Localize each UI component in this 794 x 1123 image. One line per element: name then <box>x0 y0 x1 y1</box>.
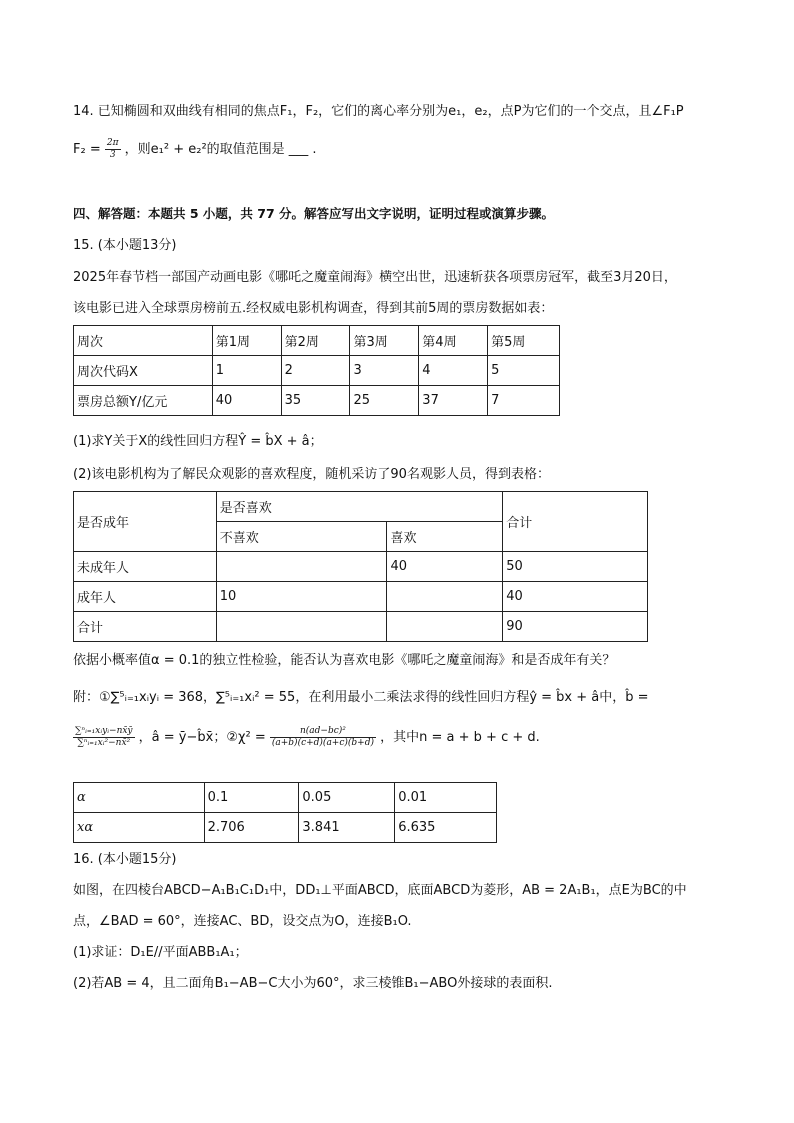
table-header: 是否喜欢 <box>216 492 502 522</box>
q14-frac-den: 3 <box>109 150 116 160</box>
table-cell: 0.05 <box>299 783 395 813</box>
b-hat-den: ∑ⁿᵢ₌₁xᵢ²−nx̄² <box>77 738 131 748</box>
q14-line2 <box>73 138 317 161</box>
table-cell: 3 <box>350 356 419 386</box>
q16-part-1: (1)求证：D₁E//平面ABB₁A₁； <box>73 945 248 960</box>
q14-frac-num: 2π <box>106 138 119 148</box>
q15-formulas <box>73 726 540 749</box>
q15-intro-2: 该电影已进入全球票房榜前五.经权威电影机构调查，得到其前5周的票房数据如表： <box>73 301 554 316</box>
table-cell: 第5周 <box>488 326 560 356</box>
chi-square-fraction <box>270 726 376 749</box>
a-hat-formula: ，â = ȳ−b̂x̄；②χ² = <box>138 730 266 745</box>
table-cell: 37 <box>419 386 488 416</box>
table-cell: 6.635 <box>395 813 497 843</box>
q14-line2-pre: F₂ = <box>73 142 101 157</box>
table-cell: 周次 <box>74 326 213 356</box>
table-header: 不喜欢 <box>216 522 387 552</box>
q15-heading: 15. (本小题13分) <box>73 238 177 253</box>
table-cell: 未成年人 <box>74 552 217 582</box>
table-cell: 25 <box>350 386 419 416</box>
table-cell: 周次代码X <box>74 356 213 386</box>
survey-table <box>73 491 648 642</box>
table-cell: α <box>74 783 205 813</box>
q14-line2-post: ，则e₁² + e₂²的取值范围是 ___ . <box>124 142 317 157</box>
table-cell <box>387 612 503 642</box>
table-cell: 票房总额Y/亿元 <box>74 386 213 416</box>
q16-part-2: (2)若AB = 4，且二面角B₁−AB−C大小为60°，求三棱锥B₁−ABO外接球的表面积. <box>73 976 553 991</box>
table-cell: 40 <box>387 552 503 582</box>
table-cell: 第3周 <box>350 326 419 356</box>
table-cell: 90 <box>503 612 648 642</box>
table-cell: 0.01 <box>395 783 497 813</box>
table-cell: 合计 <box>74 612 217 642</box>
q14-angle-fraction <box>105 138 121 161</box>
table-cell: 0.1 <box>204 783 299 813</box>
table-cell: 2 <box>281 356 350 386</box>
table-row <box>74 783 497 813</box>
b-hat-fraction <box>73 726 135 749</box>
table-cell: xα <box>74 813 205 843</box>
table-header: 是否成年 <box>74 492 217 552</box>
table-cell: 35 <box>281 386 350 416</box>
table-cell <box>216 552 387 582</box>
table-cell: 7 <box>488 386 560 416</box>
n-definition: ，其中n = a + b + c + d. <box>380 730 540 745</box>
table-cell: 2.706 <box>204 813 299 843</box>
b-hat-num: ∑ⁿᵢ₌₁xᵢyᵢ−nx̄ȳ <box>75 726 133 736</box>
q14-line1: 14. 已知椭圆和双曲线有相同的焦点F₁，F₂，它们的离心率分别为e₁，e₂，点P为它们的一个交点，且∠F₁P <box>73 104 684 119</box>
table-cell: 第1周 <box>212 326 281 356</box>
critical-value-table <box>73 782 497 843</box>
table-row <box>74 612 648 642</box>
q15-intro-1: 2025年春节档一部国产动画电影《哪吒之魔童闹海》横空出世，迅速斩获各项票房冠军，截至3月20日， <box>73 270 677 285</box>
table-cell: 第4周 <box>419 326 488 356</box>
chi-num: n(ad−bc)² <box>270 726 376 738</box>
table-cell: 5 <box>488 356 560 386</box>
chi-den: (a+b)(c+d)(a+c)(b+d) <box>271 738 374 748</box>
table-cell: 成年人 <box>74 582 217 612</box>
q16-heading: 16. (本小题15分) <box>73 852 177 867</box>
q15-part-2: (2)该电影机构为了解民众观影的喜欢程度，随机采访了90名观影人员，得到表格： <box>73 467 550 482</box>
table-row <box>74 386 560 416</box>
table-row <box>74 356 560 386</box>
table-cell: 40 <box>503 582 648 612</box>
table-header: 合计 <box>503 492 648 552</box>
table-cell: 50 <box>503 552 648 582</box>
table-cell <box>387 582 503 612</box>
table-cell: 第2周 <box>281 326 350 356</box>
table-cell: 3.841 <box>299 813 395 843</box>
q15-note-1: 附：①∑⁵ᵢ₌₁xᵢyᵢ = 368，∑⁵ᵢ₌₁xᵢ² = 55，在利用最小二乘法求得的线性回归方程ŷ = b̂x + â中，b̂ = <box>73 690 649 705</box>
table-cell: 4 <box>419 356 488 386</box>
table-row <box>74 582 648 612</box>
table-row <box>74 813 497 843</box>
table-cell <box>216 612 387 642</box>
section-4-header: 四、解答题：本题共 5 小题，共 77 分。解答应写出文字说明，证明过程或演算步骤。 <box>73 206 555 221</box>
table-row <box>74 552 648 582</box>
q15-part-1: (1)求Y关于X的线性回归方程Ŷ = b̂X + â； <box>73 434 323 449</box>
q15-question: 依据小概率值α = 0.1的独立性检验，能否认为喜欢电影《哪吒之魔童闹海》和是否成年有关？ <box>73 653 616 668</box>
table-header: 喜欢 <box>387 522 503 552</box>
q16-text-1: 如图，在四棱台ABCD−A₁B₁C₁D₁中，DD₁⊥平面ABCD，底面ABCD为菱形，AB = 2A₁B₁，点E为BC的中 <box>73 883 687 898</box>
table-cell: 10 <box>216 582 387 612</box>
table-cell: 40 <box>212 386 281 416</box>
box-office-table <box>73 325 560 416</box>
table-cell: 1 <box>212 356 281 386</box>
table-row <box>74 492 648 522</box>
table-row <box>74 326 560 356</box>
q16-text-2: 点，∠BAD = 60°，连接AC、BD，设交点为O，连接B₁O. <box>73 914 412 929</box>
